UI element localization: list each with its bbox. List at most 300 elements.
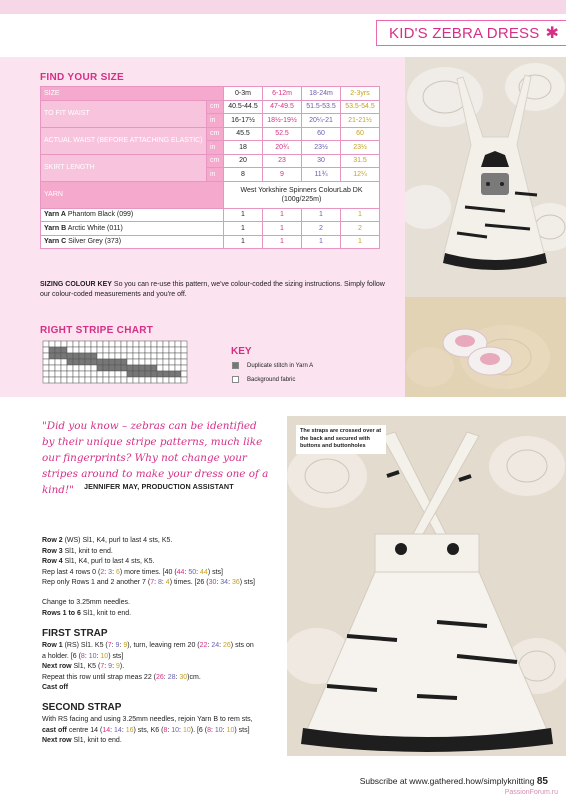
text: : — [210, 726, 215, 734]
chart-cell — [73, 371, 79, 377]
table-cell: 8 — [224, 168, 263, 182]
row-text: Sl1, knit to end. — [71, 737, 122, 744]
size-value: 22 — [199, 642, 208, 649]
text: : — [84, 652, 89, 660]
chart-cell — [43, 365, 49, 371]
yarn-colour: Silver Grey (373) — [66, 238, 122, 246]
text: : — [96, 652, 101, 660]
size-value: 7 — [100, 663, 105, 670]
text: : — [119, 642, 124, 649]
unit-in: in — [207, 114, 224, 128]
chart-cell — [145, 377, 151, 383]
size-value: 9 — [123, 642, 128, 649]
instruction-line — [42, 673, 282, 684]
chart-cell — [175, 353, 181, 359]
watermark: PassionForum.ru — [504, 789, 558, 796]
row-label: Next row — [42, 663, 72, 670]
yarn-header-row — [41, 181, 380, 208]
instruction-line — [42, 662, 282, 673]
chart-cell — [133, 353, 139, 359]
size-col-1: 0-3m — [224, 87, 263, 101]
instruction-line — [42, 536, 282, 547]
chart-cell — [103, 353, 109, 359]
chart-cell-shaded — [163, 371, 169, 377]
chart-cell — [109, 341, 115, 347]
chart-cell — [151, 377, 157, 383]
row-text: Sl1, knit to end. — [80, 609, 132, 617]
chart-cell — [85, 347, 91, 353]
chart-cell — [43, 371, 49, 377]
table-cell: 1 — [263, 222, 302, 236]
chart-cell — [181, 365, 187, 371]
text: : — [219, 642, 223, 649]
chart-cell — [43, 353, 49, 359]
table-row — [41, 100, 380, 114]
table-cell: 23½ — [302, 141, 341, 155]
table-cell: 11¾ — [302, 168, 341, 182]
size-col-2: 6-12m — [263, 87, 302, 101]
chart-cell — [49, 371, 55, 377]
chart-cell-shaded — [79, 359, 85, 365]
instruction-line — [42, 726, 282, 737]
chart-cell — [163, 341, 169, 347]
size-value: 8 — [207, 726, 211, 734]
chart-cell — [73, 341, 79, 347]
chart-cell — [157, 377, 163, 383]
table-cell: 53.5-54.5 — [341, 100, 380, 114]
unit-in: in — [207, 168, 224, 182]
table-cell: 51.5-53.5 — [302, 100, 341, 114]
size-value: 26 — [223, 642, 231, 649]
chart-cell-shaded — [97, 359, 103, 365]
chart-cell — [61, 365, 67, 371]
key-item-label: Duplicate stitch in Yarn A — [247, 362, 314, 369]
yarn-code: Yarn B — [44, 224, 67, 232]
size-value: 10 — [214, 726, 223, 734]
text: Rep only Rows 1 and 2 another 7 ( — [42, 579, 151, 586]
chart-cell — [43, 377, 49, 383]
size-value: 2 — [100, 568, 105, 576]
text: : — [110, 726, 115, 734]
instruction-line — [42, 609, 282, 620]
chart-cell-shaded — [133, 371, 139, 377]
table-cell: 1 — [302, 208, 341, 222]
chart-cell — [163, 365, 169, 371]
size-value: 6 — [115, 568, 120, 576]
text: : — [104, 663, 109, 670]
text: : — [121, 726, 126, 734]
chart-cell — [145, 353, 151, 359]
row-label: Cast off — [42, 684, 69, 691]
chart-cell — [127, 353, 133, 359]
subscribe-link[interactable]: Subscribe at www.gathered.how/simplyknitting — [359, 776, 535, 786]
text: : — [222, 726, 227, 734]
chart-cell — [49, 365, 55, 371]
sizing-key-text: So you can re-use this pattern, we've colour-coded the sizing instructions. Simply follow our colour-coded measurements and you're off. — [40, 281, 385, 298]
chart-cell — [157, 353, 163, 359]
chart-cell-shaded — [115, 359, 121, 365]
chart-cell — [127, 377, 133, 383]
yarn-brand: West Yorkshire Spinners ColourLab DK (100g/225m) — [224, 181, 380, 208]
chart-cell-shaded — [109, 365, 115, 371]
chart-cell — [175, 377, 181, 383]
size-value: 10 — [226, 726, 235, 734]
text: : — [167, 726, 172, 734]
table-cell: 1 — [263, 235, 302, 249]
chart-cell — [169, 347, 175, 353]
chart-cell-shaded — [55, 347, 61, 353]
chart-cell — [163, 359, 169, 365]
chart-cell-shaded — [175, 371, 181, 377]
chart-cell-shaded — [67, 359, 73, 365]
dress-photo-back-image — [287, 416, 566, 756]
row-label: ACTUAL WAIST (BEFORE ATTACHING ELASTIC) — [41, 127, 207, 154]
chart-cell — [55, 371, 61, 377]
chart-cell — [61, 371, 67, 377]
chart-cell — [91, 347, 97, 353]
instruction-block-second-strap — [42, 715, 282, 747]
table-cell: 47-49.5 — [263, 100, 302, 114]
chart-cell-shaded — [103, 359, 109, 365]
grey-swatch-icon — [232, 362, 239, 369]
text: : — [196, 568, 201, 576]
size-value: 34 — [220, 579, 229, 586]
article-title: KID'S ZEBRA DRESS — [389, 24, 540, 42]
instruction-line — [42, 652, 282, 663]
chart-cell — [151, 347, 157, 353]
chart-cell — [163, 347, 169, 353]
text: ). — [119, 663, 125, 670]
chart-cell — [85, 371, 91, 377]
key-item-label: Background fabric — [247, 376, 296, 383]
chart-cell — [91, 371, 97, 377]
chart-cell-shaded — [127, 365, 133, 371]
chart-cell — [79, 341, 85, 347]
size-col-4: 2-3yrs — [341, 87, 380, 101]
chart-cell — [103, 371, 109, 377]
text: : — [154, 579, 158, 586]
chart-cell-shaded — [91, 353, 97, 359]
table-cell: 18 — [224, 141, 263, 155]
table-cell: 31.5 — [341, 154, 380, 168]
chart-cell-shaded — [169, 371, 175, 377]
row-label: Row 1 — [42, 642, 63, 649]
instruction-block-change — [42, 598, 282, 619]
chart-cell — [127, 341, 133, 347]
chart-cell — [139, 377, 145, 383]
chart-cell — [181, 359, 187, 365]
text: Rep last 4 rows 0 ( — [42, 568, 101, 576]
chart-cell — [85, 377, 91, 383]
chart-cell — [79, 365, 85, 371]
yarn-name — [41, 235, 224, 249]
second-strap-heading: SECOND STRAP — [42, 702, 122, 713]
chart-cell-shaded — [145, 365, 151, 371]
chart-cell — [91, 377, 97, 383]
chart-cell — [91, 365, 97, 371]
chart-title: RIGHT STRIPE CHART — [40, 325, 154, 336]
row-label: TO FIT WAIST — [41, 100, 207, 127]
text: Sl1, K5 ( — [71, 663, 101, 670]
table-cell: 20¼-21 — [302, 114, 341, 128]
key-item-background — [232, 376, 295, 383]
chart-cell-shaded — [61, 347, 67, 353]
size-value: 36 — [231, 579, 240, 586]
chart-cell — [175, 359, 181, 365]
unit-cm: cm — [207, 127, 224, 141]
chart-cell — [151, 341, 157, 347]
dress-photo-top — [405, 57, 566, 397]
chart-cell — [43, 341, 49, 347]
photo-caption: The straps are crossed over at the back and secured with buttons and buttonholes — [296, 425, 386, 454]
yarn-colour: Arctic White (011) — [66, 224, 123, 232]
chart-cell — [157, 341, 163, 347]
chart-cell-shaded — [79, 353, 85, 359]
chart-cell-shaded — [49, 353, 55, 359]
table-cell: 52.5 — [263, 127, 302, 141]
chart-cell — [97, 377, 103, 383]
instruction-block-first-strap — [42, 641, 282, 694]
instruction-line — [42, 568, 282, 579]
text: ) sts, K6 ( — [133, 726, 164, 734]
size-value: 10 — [171, 726, 180, 734]
instruction-line — [42, 641, 282, 652]
chart-cell — [175, 347, 181, 353]
row-label: SKIRT LENGTH — [41, 154, 207, 181]
text: Repeat this row until strap meas 22 ( — [42, 673, 156, 681]
table-cell: 1 — [341, 235, 380, 249]
size-value: 10 — [182, 726, 191, 734]
chart-cell — [127, 347, 133, 353]
size-value: 9 — [115, 663, 120, 670]
text: : — [104, 568, 109, 576]
size-value: 7 — [107, 642, 112, 649]
chart-cell — [109, 347, 115, 353]
chart-cell — [109, 371, 115, 377]
text: : — [175, 673, 180, 681]
table-cell: 1 — [224, 222, 263, 236]
stripe-chart-grid — [42, 340, 188, 384]
chart-cell — [151, 353, 157, 359]
size-section-title: FIND YOUR SIZE — [40, 72, 125, 83]
size-table — [40, 86, 380, 249]
chart-cell — [103, 347, 109, 353]
size-value: 30 — [208, 579, 217, 586]
text: ) more times. [40 ( — [119, 568, 177, 576]
text: ), turn, leaving rem 20 ( — [127, 642, 200, 649]
instruction-block-rows — [42, 536, 282, 589]
chart-cell-shaded — [85, 359, 91, 365]
yarn-code: Yarn C — [44, 238, 67, 246]
size-value: 8 — [157, 579, 162, 586]
chart-cell-shaded — [139, 371, 145, 377]
text: ). [6 ( — [190, 726, 208, 734]
table-cell: 18½-19½ — [263, 114, 302, 128]
chart-cell — [55, 365, 61, 371]
chart-cell — [61, 341, 67, 347]
size-value: 3 — [108, 568, 113, 576]
chart-cell — [73, 377, 79, 383]
chart-cell — [133, 347, 139, 353]
size-value: 24 — [211, 642, 220, 649]
table-cell: 1 — [224, 208, 263, 222]
table-cell: 20 — [224, 154, 263, 168]
text: : — [111, 642, 116, 649]
table-cell: 1 — [263, 208, 302, 222]
chart-cell — [169, 365, 175, 371]
stripe-chart — [42, 340, 188, 384]
chart-cell — [79, 371, 85, 377]
table-row — [41, 235, 380, 249]
table-cell: 23½ — [341, 141, 380, 155]
size-value: 8 — [80, 652, 85, 660]
chart-cell — [109, 377, 115, 383]
instruction-line — [42, 557, 282, 568]
chart-cell-shaded — [145, 371, 151, 377]
chart-cell — [181, 347, 187, 353]
table-cell: 1 — [341, 208, 380, 222]
chart-cell — [43, 347, 49, 353]
chart-cell — [109, 353, 115, 359]
row-label: Row 4 — [42, 558, 63, 565]
yarn-label: YARN — [41, 181, 224, 208]
size-header-label: SIZE — [41, 87, 224, 101]
header-bar — [0, 0, 566, 14]
chart-cell — [91, 341, 97, 347]
size-value: 50 — [188, 568, 197, 576]
chart-cell — [49, 341, 55, 347]
chart-cell — [97, 341, 103, 347]
chart-cell — [49, 359, 55, 365]
chart-cell — [121, 347, 127, 353]
text: ) times. [26 ( — [169, 579, 209, 586]
chart-cell — [121, 371, 127, 377]
chart-cell — [127, 359, 133, 365]
text: ) sts] — [239, 579, 255, 586]
size-value: 8 — [163, 726, 168, 734]
chart-cell — [139, 347, 145, 353]
table-cell: 9 — [263, 168, 302, 182]
chart-cell-shaded — [115, 365, 121, 371]
chart-cell — [157, 347, 163, 353]
text: ) sts] — [234, 726, 250, 734]
text: ) sts] — [207, 568, 223, 576]
size-value: 28 — [167, 673, 176, 681]
row-label: Rows 1 to 6 — [42, 609, 81, 617]
table-row — [41, 208, 380, 222]
row-text: (WS) Sl1, K4, purl to last 4 sts, K5. — [62, 537, 173, 544]
chart-cell-shaded — [55, 353, 61, 359]
size-value: 10 — [88, 652, 97, 660]
text: : — [216, 579, 221, 586]
size-value: 7 — [150, 579, 155, 586]
yarn-name — [41, 222, 224, 236]
chart-cell — [115, 371, 121, 377]
quote-attribution: JENNIFER MAY, PRODUCTION ASSISTANT — [84, 482, 234, 491]
table-cell: 23 — [263, 154, 302, 168]
dress-photo-back — [287, 416, 566, 756]
chart-cell — [157, 359, 163, 365]
size-value: 44 — [200, 568, 208, 576]
table-row — [41, 154, 380, 168]
text: : — [228, 579, 232, 586]
chart-cell — [181, 353, 187, 359]
chart-cell — [67, 371, 73, 377]
table-cell: 60 — [341, 127, 380, 141]
first-strap-heading: FIRST STRAP — [42, 628, 108, 639]
chart-cell — [97, 353, 103, 359]
table-cell: 1 — [224, 235, 263, 249]
chart-cell — [67, 347, 73, 353]
chart-cell — [55, 359, 61, 365]
white-swatch-icon — [232, 376, 239, 383]
chart-cell — [73, 347, 79, 353]
chart-cell — [85, 341, 91, 347]
chart-cell — [115, 377, 121, 383]
key-title: KEY — [231, 346, 252, 357]
chart-cell — [115, 353, 121, 359]
table-cell: 45.5 — [224, 127, 263, 141]
footer — [360, 776, 548, 787]
instruction-line — [42, 683, 282, 694]
size-header-row — [41, 87, 380, 101]
instruction-line — [42, 547, 282, 558]
chart-cell — [103, 377, 109, 383]
table-cell: 1 — [302, 235, 341, 249]
text: ) sts] — [108, 652, 124, 660]
chart-cell-shaded — [49, 347, 55, 353]
chart-cell — [85, 365, 91, 371]
chart-cell — [145, 359, 151, 365]
chart-cell — [181, 371, 187, 377]
chart-cell — [163, 377, 169, 383]
size-value: 9 — [108, 663, 113, 670]
chart-cell — [121, 377, 127, 383]
chart-cell — [139, 359, 145, 365]
text: : — [207, 642, 212, 649]
table-cell: 21-21½ — [341, 114, 380, 128]
chart-cell — [97, 347, 103, 353]
row-label: Row 3 — [42, 547, 63, 555]
text: (RS) Sl1. K5 ( — [62, 642, 108, 649]
row-text: Sl1, K4, purl to last 4 sts, K5. — [62, 558, 155, 565]
chart-cell — [55, 377, 61, 383]
size-value: 26 — [156, 673, 164, 681]
chart-cell-shaded — [97, 365, 103, 371]
dress-photo-top-image — [405, 57, 566, 397]
chart-cell — [73, 365, 79, 371]
chart-cell — [181, 341, 187, 347]
instruction-line — [42, 736, 282, 747]
chart-cell-shaded — [61, 353, 67, 359]
instruction-line — [42, 578, 282, 589]
chart-cell — [175, 341, 181, 347]
row-label: Row 2 — [42, 537, 63, 544]
chart-cell — [67, 365, 73, 371]
chart-cell — [133, 341, 139, 347]
row-label: Next row — [42, 737, 72, 744]
size-col-3: 18-24m — [302, 87, 341, 101]
chart-cell — [103, 341, 109, 347]
size-value: 10 — [100, 652, 109, 660]
table-cell: 30 — [302, 154, 341, 168]
chart-cell — [67, 341, 73, 347]
table-cell: 60 — [302, 127, 341, 141]
chart-cell — [163, 353, 169, 359]
chart-cell-shaded — [151, 371, 157, 377]
instruction-line: With RS facing and using 3.25mm needles, rejoin Yarn B to rem sts, — [42, 716, 253, 723]
table-cell: 20¾ — [263, 141, 302, 155]
